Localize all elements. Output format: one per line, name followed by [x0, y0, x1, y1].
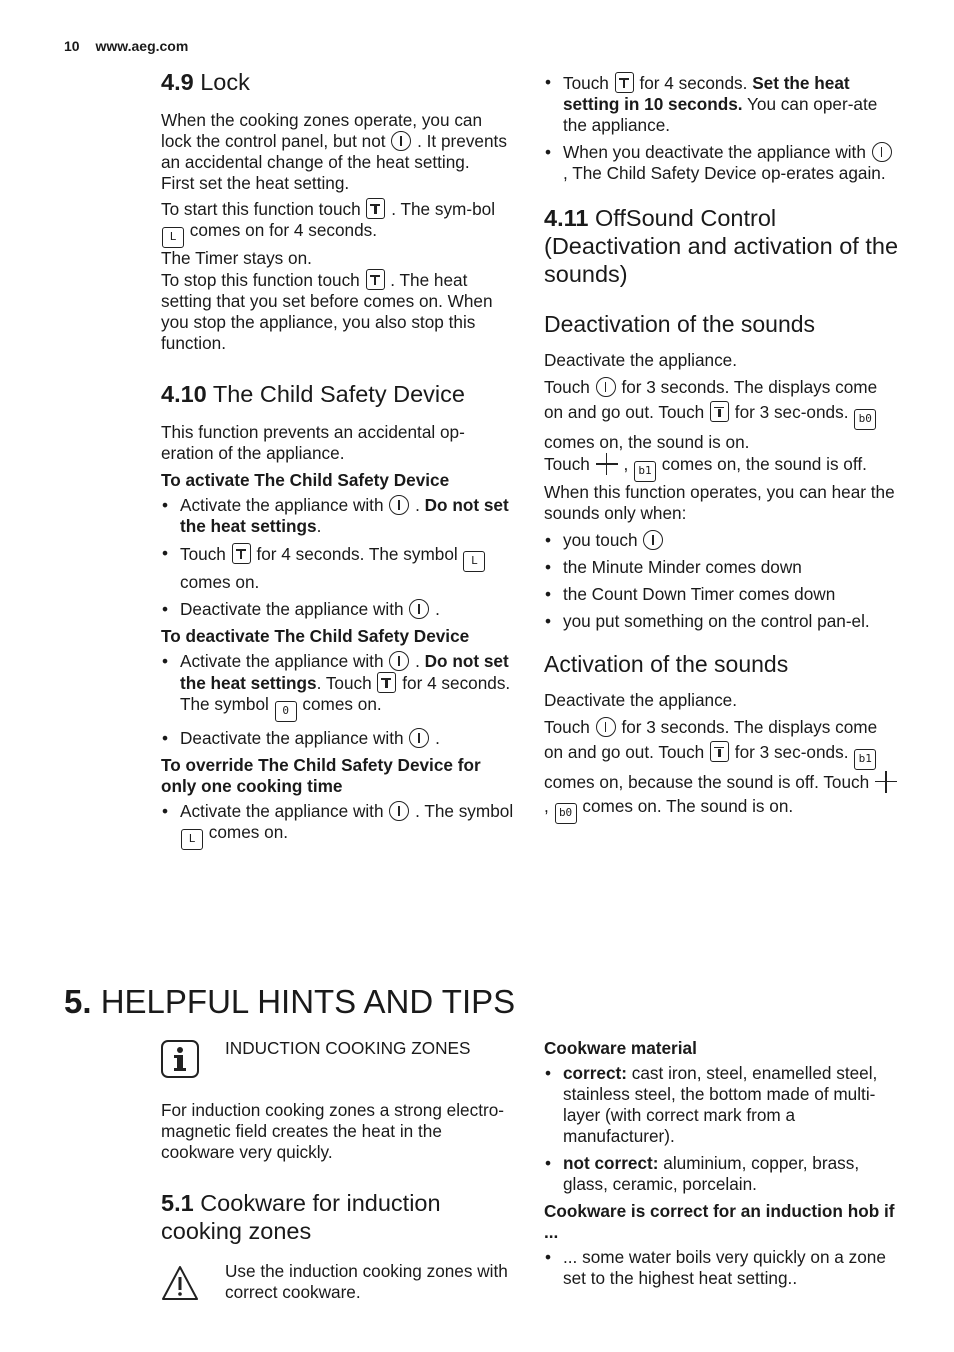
- list-item: • Touch for 4 seconds. The symbol L comes on.: [161, 543, 516, 593]
- warning-note: [161, 1261, 516, 1303]
- info-label: INDUCTION COOKING ZONES: [225, 1038, 471, 1058]
- lock-paragraph-3: To start this function touch . The sym-bol L comes on for 4 seconds.: [161, 198, 516, 248]
- activation-sounds-heading: Activation of the sounds: [544, 651, 789, 677]
- chapter-5-heading: 5. HELPFUL HINTS AND TIPS: [64, 983, 516, 1020]
- deact-step-3: Touch , b1 comes on, the sound is off.: [544, 454, 899, 482]
- zero-symbol-icon: 0: [275, 701, 297, 722]
- power-icon: [389, 651, 409, 671]
- child-safety-intro: This function prevents an accidental op-eration of the appliance.: [161, 422, 465, 463]
- lock-symbol-icon: L: [181, 829, 203, 850]
- lock-paragraph-1: When the cooking zones operate, you can lock the control panel, but not . It prevents an accidental change of the heat setting.: [161, 110, 507, 172]
- list-item: • ... some water boils very quickly on a zone set to the highest heat setting..: [544, 1247, 899, 1289]
- page-header: [64, 38, 188, 54]
- activate-steps: [161, 495, 516, 620]
- info-icon: [161, 1040, 199, 1078]
- act-step-2: Touch for 3 seconds. The displays come on and go out. Touch for 3 sec-onds. b1 comes on, because the sound is off. Touch , b0 comes on. The sound is on.: [544, 715, 899, 824]
- list-item: • you touch: [544, 530, 899, 551]
- cookware-material-list: [544, 1063, 899, 1195]
- act-step-1: Deactivate the appliance.: [544, 690, 738, 710]
- deact-step-2: Touch for 3 seconds. The displays come on and go out. Touch for 3 sec-onds. b0 comes on, the sound is on.: [544, 377, 878, 452]
- b1-display-icon: b1: [634, 461, 656, 482]
- list-item: • the Minute Minder comes down: [544, 557, 899, 578]
- deact-step-1: Deactivate the appliance.: [544, 350, 738, 370]
- deactivate-steps: [161, 651, 516, 749]
- list-item: • not correct: aluminium, copper, brass, glass, ceramic, porcelain.: [544, 1153, 899, 1195]
- lock-symbol-icon: L: [162, 227, 184, 248]
- info-note: [161, 1036, 516, 1078]
- b0-display-icon: b0: [854, 409, 876, 430]
- list-item: • Touch for 4 seconds. Set the heat setting in 10 seconds. You can oper-ate the appliance.: [544, 72, 899, 136]
- section-4-10-heading: 4.10 The Child Safety Device: [161, 381, 465, 407]
- section-5-1-heading: 5.1 Cookware for induction cooking zones: [161, 1190, 441, 1244]
- list-item: • Activate the appliance with . The symbol L comes on.: [161, 801, 516, 850]
- b0-display-icon: b0: [555, 803, 577, 824]
- deactivate-subheading: To deactivate The Child Safety Device: [161, 626, 470, 646]
- power-icon: [872, 142, 892, 162]
- warning-icon: [161, 1265, 199, 1301]
- warning-text: Use the induction cooking zones with correct cookware.: [225, 1261, 508, 1302]
- list-item: • correct: cast iron, steel, enamelled steel, stainless steel, the bottom made of multi-layer (with correct mark from a manufacturer).: [544, 1063, 899, 1147]
- power-icon: [389, 495, 409, 515]
- list-item: • the Count Down Timer comes down: [544, 584, 899, 605]
- tips-intro: For induction cooking zones a strong electro-magnetic field creates the heat in the cookware very quickly.: [161, 1100, 504, 1162]
- list-item: • you put something on the control pan-el.: [544, 611, 899, 632]
- power-icon: [596, 377, 616, 397]
- power-icon: [596, 717, 616, 737]
- power-icon: [643, 530, 663, 550]
- tips-left-column: [161, 1036, 516, 1303]
- plus-icon: [596, 454, 618, 474]
- cookware-correct-heading: Cookware is correct for an induction hob if ...: [544, 1201, 895, 1242]
- left-column: [161, 68, 516, 856]
- website-link[interactable]: www.aeg.com: [95, 38, 189, 54]
- lock-key-icon: [366, 269, 385, 290]
- cookware-material-heading: Cookware material: [544, 1038, 697, 1058]
- tips-right-column: [544, 1038, 899, 1295]
- lock-key-icon: [232, 543, 251, 564]
- lock-key-icon: [377, 672, 396, 693]
- power-icon: [391, 131, 411, 151]
- power-icon: [409, 728, 429, 748]
- lock-symbol-icon: L: [463, 551, 485, 572]
- section-4-11-heading: 4.11 OffSound Control (Deactivation and activation of the sounds): [544, 205, 899, 287]
- power-icon: [389, 801, 409, 821]
- plus-icon: [875, 772, 897, 792]
- continued-steps: [544, 72, 899, 184]
- lock-key-icon: [615, 72, 634, 93]
- list-item: • When you deactivate the appliance with , The Child Safety Device op-erates again.: [544, 142, 899, 184]
- power-icon: [409, 599, 429, 619]
- section-4-9-heading: 4.9 Lock: [161, 69, 250, 95]
- b1-display-icon: b1: [854, 749, 876, 770]
- lock-key-icon: [366, 198, 385, 219]
- lock-paragraph-5: To stop this function touch . The heat setting that you set before comes on. When you stop the appliance, you also stop this function.: [161, 270, 493, 353]
- list-item: • Activate the appliance with . Do not set the heat settings.: [161, 495, 516, 537]
- page-number: 10: [64, 38, 80, 54]
- list-item: • Deactivate the appliance with .: [161, 728, 516, 749]
- lock-paragraph-2: First set the heat setting.: [161, 173, 350, 193]
- activate-subheading: To activate The Child Safety Device: [161, 470, 450, 490]
- lock-key-icon: [710, 741, 729, 762]
- deactivation-sounds-heading: Deactivation of the sounds: [544, 311, 816, 337]
- lock-paragraph-4: The Timer stays on.: [161, 248, 312, 268]
- override-subheading: To override The Child Safety Device for only one cooking time: [161, 755, 481, 796]
- cookware-correct-list: [544, 1247, 899, 1289]
- sound-conditions: [544, 530, 899, 632]
- lock-key-icon: [710, 401, 729, 422]
- override-steps: [161, 801, 516, 850]
- list-item: • Deactivate the appliance with .: [161, 599, 516, 620]
- list-item: • Activate the appliance with . Do not set the heat settings. Touch for 4 seconds. The symbol 0 comes on.: [161, 651, 516, 722]
- deact-step-4: When this function operates, you can hear the sounds only when:: [544, 482, 895, 523]
- right-column: [544, 72, 899, 824]
